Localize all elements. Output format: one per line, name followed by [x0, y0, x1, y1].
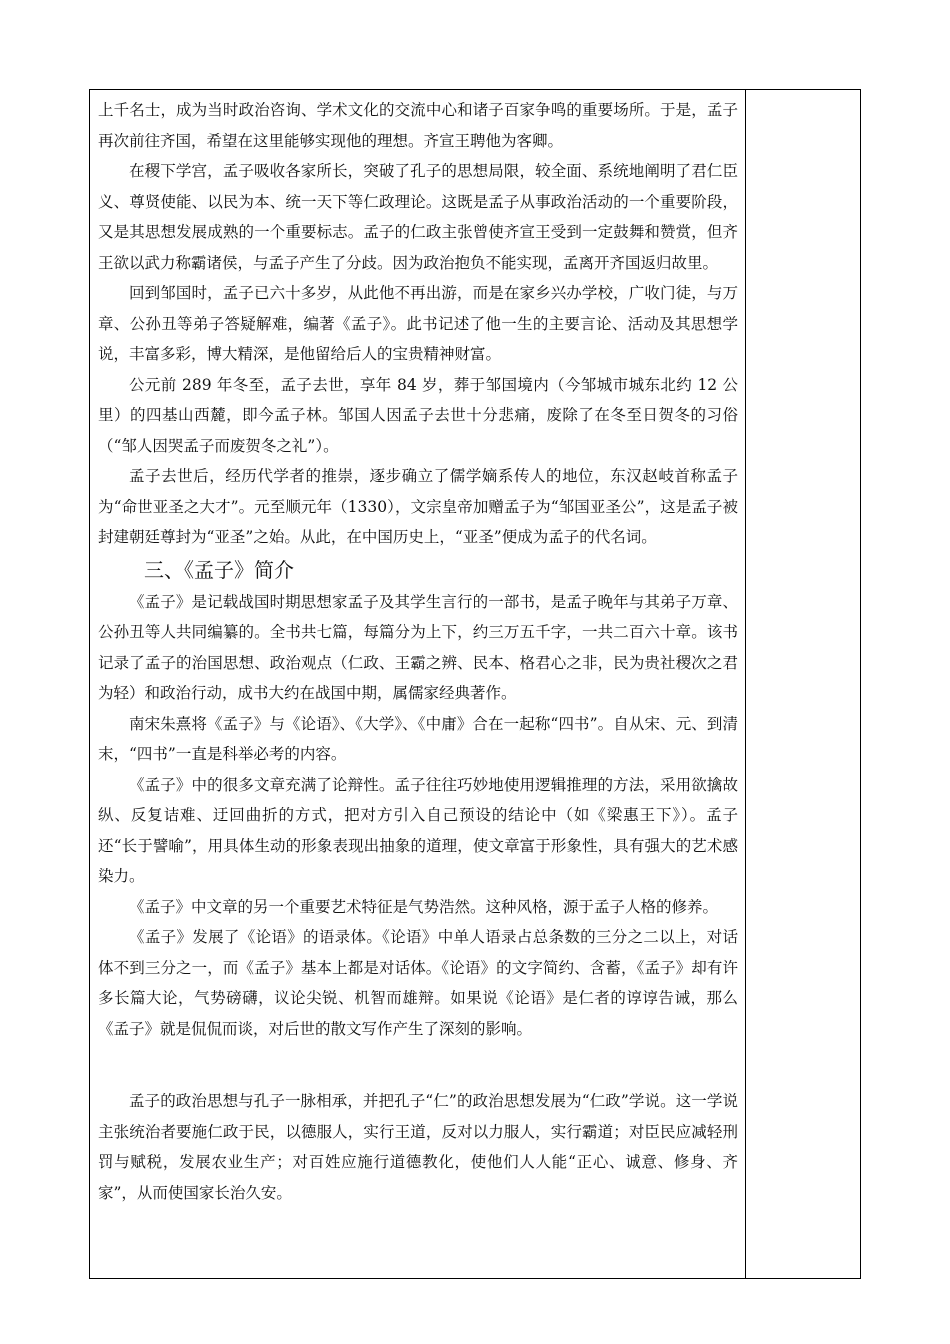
paragraph-momentum: 《孟子》中文章的另一个重要艺术特征是气势浩然。这种风格，源于孟子人格的修养。	[129, 897, 719, 916]
paragraph-book-intro: 《孟子》是记载战国时期思想家孟子及其学生言行的一部书，是孟子晚年与其弟子万章、公孙丑等人共同编纂的。全书共七篇，每篇分为上下，约三万五千字，一共二百六十章。该书记录了孟子的治国思想、政治观点（仁政、王霸之辨、民本、格君心之非，民为贵社稷次之君为轻）和政治行动，成书大约在战国中期，属儒家经典著作。	[98, 592, 738, 702]
section-heading: 三、《孟子》简介	[144, 557, 294, 582]
blank-space	[98, 1044, 738, 1086]
paragraph-argument: 《孟子》中的很多文章充满了论辩性。孟子往往巧妙地使用逻辑推理的方法，采用欲擒故纵、反复诘难、迂回曲折的方式，把对方引入自己预设的结论中（如《梁惠王下》）。孟子还“长于譬喻”，用具体生动的形象表现出抽象的道理，使文章富于形象性，具有强大的艺术感染力。	[98, 775, 738, 885]
paragraph-jixia: 在稷下学宫，孟子吸收各家所长，突破了孔子的思想局限，较全面、系统地阐明了君仁臣义、尊贤使能、以民为本、统一天下等仁政理论。这既是孟子从事政治活动的一个重要阶段，又是其思想发展成熟的一个重要标志。孟子的仁政主张曾使齐宣王受到一定鼓舞和赞赏，但齐王欲以武力称霸诸侯，与孟子产生了分歧。因为政治抱负不能实现，孟离开齐国返归故里。	[98, 162, 738, 272]
paragraph-death: 公元前 289 年冬至，孟子去世，享年 84 岁，葬于邹国境内（今邹城市城东北约 12 公里）的四基山西麓，即今孟子林。邹国人因孟子去世十分悲痛，废除了在冬至日贺冬的习俗（“邹人因哭孟子而废贺冬之礼”）。	[98, 375, 738, 455]
paragraph-yasheng: 孟子去世后，经历代学者的推崇，逐步确立了儒学嫡系传人的地位，东汉赵岐首称孟子为“命世亚圣之大才”。元至顺元年（1330），文宗皇帝加赠孟子为“邹国亚圣公”，这是孟子被封建朝廷尊封为“亚圣”之始。从此，在中国历史上，“亚圣”便成为孟子的代名词。	[98, 467, 738, 546]
paragraph-dialogue-style: 《孟子》发展了《论语》的语录体。《论语》中单人语录占总条数的三分之二以上，对话体不到三分之一，而《孟子》基本上都是对话体。《论语》的文字简约、含蓄，《孟子》却有许多长篇大论，气势磅礴，议论尖锐、机智而雄辩。如果说《论语》是仁者的谆谆告诫，那么《孟子》就是侃侃而谈，对后世的散文写作产生了深刻的影响。	[98, 928, 738, 1038]
paragraph-return-zou: 回到邹国时，孟子已六十多岁，从此他不再出游，而是在家乡兴办学校，广收门徒，与万章、公孙丑等弟子答疑解难，编著《孟子》。此书记述了他一生的主要言论、活动及其思想学说，丰富多彩，博大精深，是他留给后人的宝贵精神财富。	[98, 284, 738, 363]
table-column-divider	[745, 89, 746, 1279]
paragraph-continuation: 上千名士，成为当时政治咨询、学术文化的交流中心和诸子百家争鸣的重要场所。于是，孟子再次前往齐国，希望在这里能够实现他的理想。齐宣王聘他为客卿。	[98, 101, 738, 150]
paragraph-four-books: 南宋朱熹将《孟子》与《论语》、《大学》、《中庸》合在一起称“四书”。自从宋、元、到清末，“四书”一直是科举必考的内容。	[98, 714, 738, 763]
main-text-cell	[98, 95, 738, 1208]
paragraph-political-thought: 孟子的政治思想与孔子一脉相承，并把孔子“仁”的政治思想发展为“仁政”学说。这一学说主张统治者要施仁政于民，以德服人，实行王道，反对以力服人，实行霸道；对臣民应减轻刑罚与赋税，发展农业生产；对百姓应施行道德教化，使他们人人能“正心、诚意、修身、齐家”，从而使国家长治久安。	[98, 1092, 738, 1202]
